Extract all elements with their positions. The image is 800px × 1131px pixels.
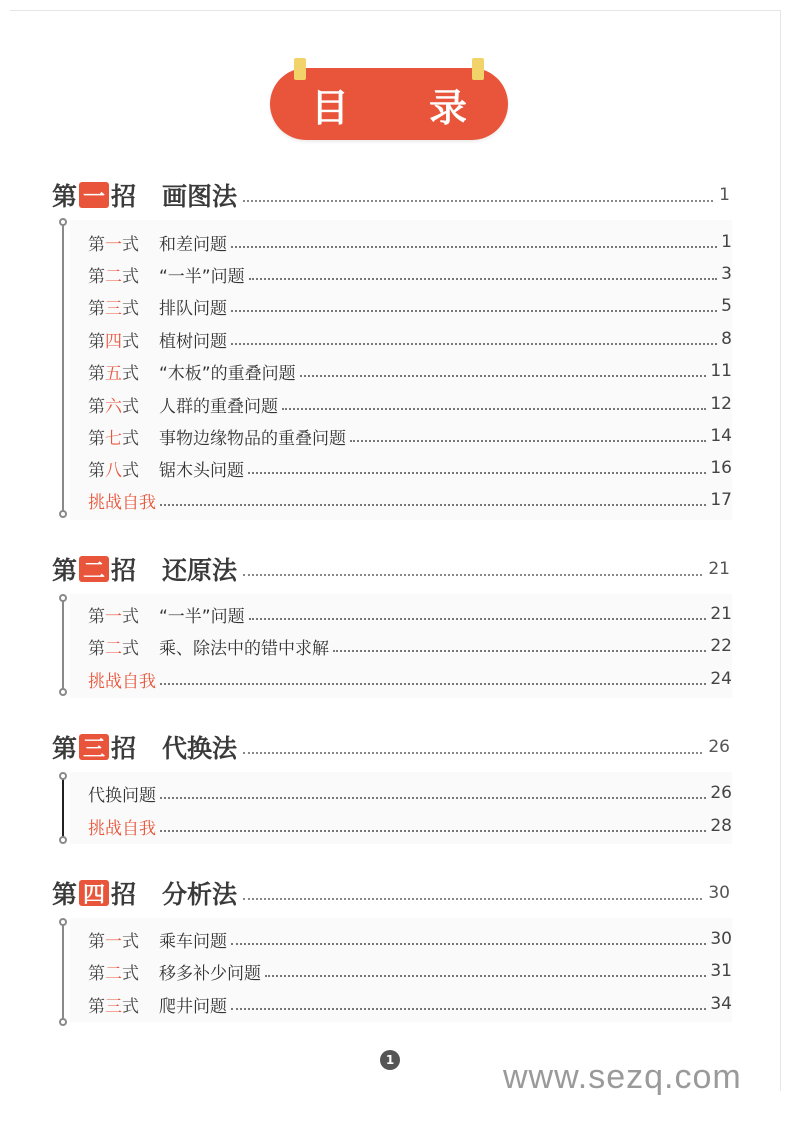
- section-di: 第: [52, 880, 78, 909]
- toc-entry[interactable]: [88, 356, 732, 386]
- entry-suffix: 式: [122, 638, 139, 659]
- entry-prefix: 第: [88, 963, 105, 984]
- toc-entry[interactable]: [88, 291, 732, 321]
- section-di: 第: [52, 556, 78, 585]
- entry-prefix: 第: [88, 331, 105, 352]
- entry-label: “一半”问题: [159, 266, 245, 287]
- entry-page: 5: [721, 296, 732, 316]
- section-page: 26: [708, 737, 730, 757]
- entry-page: 22: [710, 636, 732, 656]
- entry-suffix: 式: [122, 396, 139, 417]
- entry-label: 移多补少问题: [159, 963, 261, 984]
- section-heading-3[interactable]: [52, 730, 730, 764]
- section-number-badge: 三: [79, 734, 109, 760]
- dot-leader: [160, 797, 706, 799]
- entry-label: 排队问题: [159, 298, 227, 319]
- toc-entry[interactable]: [88, 453, 732, 483]
- entry-page: 17: [710, 490, 732, 510]
- dot-leader: [160, 830, 706, 832]
- title-char-2: 录: [429, 85, 468, 130]
- toc-entry[interactable]: [88, 259, 732, 289]
- toc-entry-challenge[interactable]: [88, 664, 732, 694]
- entry-number: 四: [105, 331, 122, 352]
- entry-prefix: 第: [88, 266, 105, 287]
- entry-label: 锯木头问题: [159, 460, 244, 481]
- entry-page: 3: [721, 264, 732, 284]
- entry-prefix: 第: [88, 234, 105, 255]
- entry-label: 爬井问题: [159, 996, 227, 1017]
- entry-label: “一半”问题: [159, 606, 245, 627]
- dot-leader: [249, 618, 707, 620]
- section-number-badge: 二: [79, 556, 109, 582]
- section-zhao: 招: [111, 556, 137, 585]
- section-method: 画图法: [162, 182, 238, 211]
- dot-leader: [350, 440, 706, 442]
- entry-suffix: 式: [122, 298, 139, 319]
- section-zhao: 招: [111, 734, 137, 763]
- entry-number: 二: [105, 638, 122, 659]
- toc-entry-challenge[interactable]: [88, 811, 732, 841]
- entry-prefix: 第: [88, 363, 105, 384]
- dot-leader: [243, 200, 713, 202]
- toc-entry[interactable]: [88, 421, 732, 451]
- entry-prefix: 第: [88, 996, 105, 1017]
- entry-number: 一: [105, 931, 122, 952]
- toc-entry[interactable]: [88, 599, 732, 629]
- entry-suffix: 式: [122, 363, 139, 384]
- entry-page: 8: [721, 329, 732, 349]
- entry-label: 事物边缘物品的重叠问题: [159, 428, 346, 449]
- entry-label: 和差问题: [159, 234, 227, 255]
- challenge-label: 挑战自我: [88, 818, 156, 839]
- toc-entry[interactable]: [88, 924, 732, 954]
- entry-suffix: 式: [122, 460, 139, 481]
- entry-number: 六: [105, 396, 122, 417]
- entry-label: 代换问题: [88, 785, 156, 806]
- entry-prefix: 第: [88, 931, 105, 952]
- section-method: 代换法: [162, 734, 238, 763]
- section-number-badge: 四: [79, 880, 109, 906]
- dot-leader: [243, 898, 702, 900]
- entry-suffix: 式: [122, 963, 139, 984]
- dot-leader: [333, 650, 706, 652]
- dot-leader: [231, 343, 717, 345]
- entry-number: 五: [105, 363, 122, 384]
- section-timeline-4: [62, 922, 64, 1022]
- entry-prefix: 第: [88, 638, 105, 659]
- entry-prefix: 第: [88, 298, 105, 319]
- entry-page: 31: [710, 961, 732, 981]
- dot-leader: [265, 975, 706, 977]
- dot-leader: [231, 310, 717, 312]
- dot-leader: [231, 1008, 706, 1010]
- entry-suffix: 式: [122, 234, 139, 255]
- entry-label: 植树问题: [159, 331, 227, 352]
- section-zhao: 招: [111, 182, 137, 211]
- dot-leader: [231, 943, 706, 945]
- entry-suffix: 式: [122, 428, 139, 449]
- entry-number: 七: [105, 428, 122, 449]
- entry-prefix: 第: [88, 606, 105, 627]
- section-timeline-1: [62, 222, 64, 514]
- dot-leader: [160, 683, 706, 685]
- entry-suffix: 式: [122, 931, 139, 952]
- entry-page: 1: [721, 232, 732, 252]
- section-heading-4[interactable]: [52, 876, 730, 910]
- section-di: 第: [52, 182, 78, 211]
- dot-leader: [249, 278, 718, 280]
- toc-entry-challenge[interactable]: [88, 485, 732, 515]
- entry-prefix: 第: [88, 460, 105, 481]
- entry-page: 30: [710, 929, 732, 949]
- badge-tab-right: [472, 58, 484, 80]
- entry-page: 26: [710, 783, 732, 803]
- entry-page: 24: [710, 669, 732, 689]
- title-char-1: 目: [310, 85, 349, 130]
- toc-entry[interactable]: [88, 227, 732, 257]
- entry-number: 三: [105, 298, 122, 319]
- entry-suffix: 式: [122, 996, 139, 1017]
- dot-leader: [243, 574, 702, 576]
- section-heading-1[interactable]: [52, 178, 730, 212]
- entry-suffix: 式: [122, 266, 139, 287]
- dot-leader: [160, 504, 706, 506]
- entry-label: 人群的重叠问题: [159, 396, 278, 417]
- section-number-badge: 一: [79, 182, 109, 208]
- section-method: 分析法: [162, 880, 238, 909]
- page-number: 1: [380, 1050, 400, 1070]
- dot-leader: [282, 408, 706, 410]
- entry-label: 乘车问题: [159, 931, 227, 952]
- entry-prefix: 第: [88, 396, 105, 417]
- toc-entry[interactable]: [88, 989, 732, 1019]
- entry-prefix: 第: [88, 428, 105, 449]
- toc-entry[interactable]: [88, 956, 732, 986]
- dot-leader: [243, 752, 702, 754]
- section-page: 1: [719, 185, 730, 205]
- entry-label: 乘、除法中的错中求解: [159, 638, 329, 659]
- challenge-label: 挑战自我: [88, 492, 156, 513]
- dot-leader: [300, 375, 707, 377]
- section-zhao: 招: [111, 880, 137, 909]
- entry-suffix: 式: [122, 331, 139, 352]
- entry-page: 28: [710, 816, 732, 836]
- section-timeline-3: [62, 776, 64, 840]
- section-page: 30: [708, 883, 730, 903]
- entry-page: 21: [710, 604, 732, 624]
- toc-entry[interactable]: [88, 631, 732, 661]
- toc-entry[interactable]: [88, 389, 732, 419]
- entry-page: 14: [710, 426, 732, 446]
- section-timeline-2: [62, 598, 64, 692]
- entry-number: 八: [105, 460, 122, 481]
- entry-page: 12: [710, 394, 732, 414]
- entry-suffix: 式: [122, 606, 139, 627]
- entry-page: 11: [710, 361, 732, 381]
- entry-label: “木板”的重叠问题: [159, 363, 296, 384]
- section-heading-2[interactable]: [52, 552, 730, 586]
- dot-leader: [248, 472, 706, 474]
- section-page: 21: [708, 559, 730, 579]
- entry-number: 二: [105, 963, 122, 984]
- section-method: 还原法: [162, 556, 238, 585]
- entry-number: 二: [105, 266, 122, 287]
- watermark-text: www.sezq.com: [503, 1058, 742, 1096]
- section-di: 第: [52, 734, 78, 763]
- challenge-label: 挑战自我: [88, 671, 156, 692]
- entry-number: 三: [105, 996, 122, 1017]
- dot-leader: [231, 246, 717, 248]
- entry-page: 34: [710, 994, 732, 1014]
- toc-entry[interactable]: [88, 778, 732, 808]
- badge-tab-left: [294, 58, 306, 80]
- entry-page: 16: [710, 458, 732, 478]
- toc-entry[interactable]: [88, 324, 732, 354]
- title-badge: [270, 68, 508, 140]
- entry-number: 一: [105, 606, 122, 627]
- entry-number: 一: [105, 234, 122, 255]
